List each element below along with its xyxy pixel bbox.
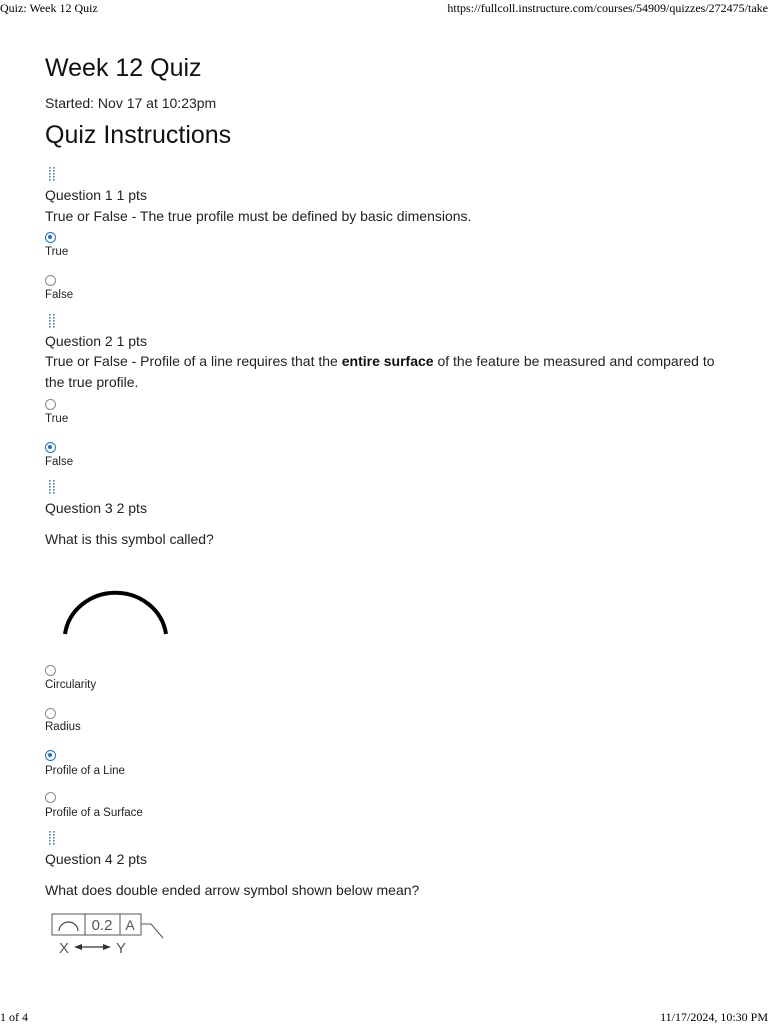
print-page-url: https://fullcoll.instructure.com/courses/54909/quizzes/272475/take [447, 1, 768, 15]
question-3-option-2-label[interactable]: Radius [45, 721, 81, 733]
question-2-header: Question 2 1 pts [45, 333, 147, 349]
fcf-tolerance: 0.2 [91, 917, 113, 934]
between-to-label: Y [115, 940, 127, 957]
question-2-option-1-radio[interactable] [45, 399, 56, 410]
print-header [0, 1, 768, 17]
question-2-text-part-1: True or False - Profile of a line requires that the [45, 353, 342, 369]
question-4-drag-handle-icon[interactable] [48, 831, 56, 845]
question-2-text-part-2: of the feature be measured and compared to the true profile. [45, 353, 715, 390]
question-2-text [45, 351, 735, 393]
question-1-option-1-label[interactable]: True [45, 246, 69, 258]
question-3-option-3-label[interactable]: Profile of a Line [45, 765, 125, 777]
question-3-option-4-label[interactable]: Profile of a Surface [45, 807, 143, 819]
print-page-title: Quiz: Week 12 Quiz [0, 1, 98, 15]
question-2-drag-handle-icon[interactable] [48, 314, 56, 328]
feature-control-frame-figure [50, 911, 170, 966]
question-3-option-2-radio[interactable] [45, 708, 56, 719]
question-3-text: What is this symbol called? [45, 531, 214, 547]
question-3-option-1-label[interactable]: Circularity [45, 679, 97, 691]
question-1-option-2-label[interactable]: False [45, 289, 74, 301]
double-ended-arrow-icon [74, 944, 111, 950]
quiz-title: Week 12 Quiz [45, 54, 202, 82]
between-from-label: X [58, 940, 70, 957]
question-4-text: What does double ended arrow symbol shown below mean? [45, 882, 420, 898]
question-1-option-1-radio[interactable] [45, 232, 56, 243]
question-1-option-2-radio[interactable] [45, 275, 56, 286]
question-3-drag-handle-icon[interactable] [48, 480, 56, 494]
question-3-header: Question 3 2 pts [45, 500, 147, 516]
question-1-drag-handle-icon[interactable] [48, 167, 56, 181]
quiz-instructions-title: Quiz Instructions [45, 121, 232, 149]
profile-of-a-line-symbol-icon [61, 582, 171, 641]
quiz-started-time: Started: Nov 17 at 10:23pm [45, 95, 217, 111]
print-datetime: 11/17/2024, 10:30 PM [660, 1010, 768, 1024]
question-4-header: Question 4 2 pts [45, 851, 147, 867]
question-3-option-4-radio[interactable] [45, 792, 56, 803]
print-page-number: 1 of 4 [0, 1010, 28, 1024]
fcf-profile-symbol-icon [59, 922, 78, 931]
question-2-option-2-label[interactable]: False [45, 456, 74, 468]
question-2-text-bold: entire surface [341, 353, 434, 369]
question-2-option-1-label[interactable]: True [45, 413, 69, 425]
question-3-option-1-radio[interactable] [45, 665, 56, 676]
question-3-option-3-radio[interactable] [45, 750, 56, 761]
question-1-header: Question 1 1 pts [45, 187, 147, 203]
fcf-datum: A [125, 917, 135, 933]
question-1-text: True or False - The true profile must be defined by basic dimensions. [45, 208, 472, 224]
question-2-option-2-radio[interactable] [45, 442, 56, 453]
